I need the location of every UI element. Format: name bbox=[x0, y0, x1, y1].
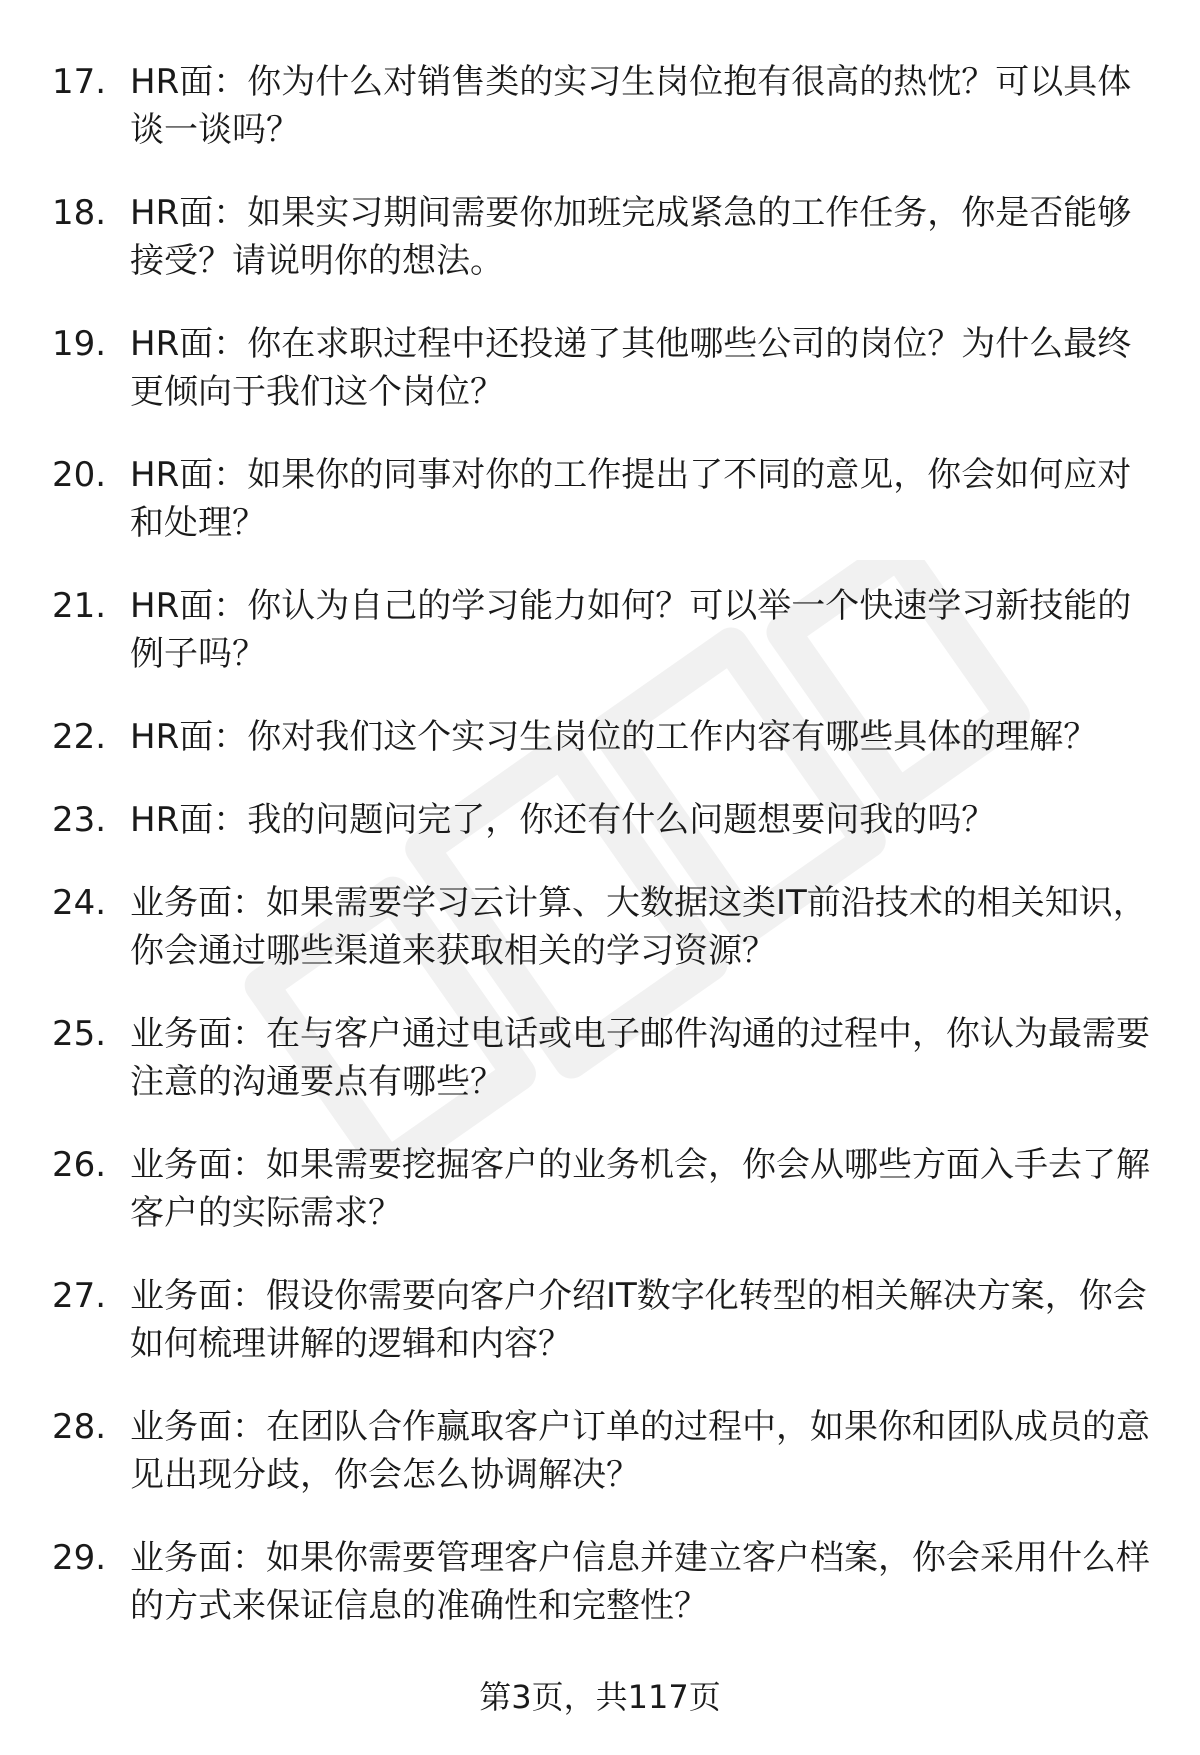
question-text: HR面：你对我们这个实习生岗位的工作内容有哪些具体的理解？ bbox=[130, 717, 1098, 757]
question-item-19 bbox=[52, 320, 1152, 416]
question-item-26 bbox=[52, 1141, 1152, 1237]
page-number-label: 第3页，共117页 bbox=[479, 1678, 721, 1716]
question-number: 20. bbox=[52, 455, 107, 495]
question-item-22 bbox=[52, 713, 1152, 761]
question-number: 28. bbox=[52, 1407, 107, 1447]
question-text: HR面：如果你的同事对你的工作提出了不同的意见，你会如何应对和处理？ bbox=[130, 455, 1132, 543]
question-item-27 bbox=[52, 1272, 1152, 1368]
question-item-28 bbox=[52, 1403, 1152, 1499]
question-item-25 bbox=[52, 1010, 1152, 1106]
question-text: HR面：如果实习期间需要你加班完成紧急的工作任务，你是否能够接受？请说明你的想法。 bbox=[130, 193, 1132, 281]
question-item-17 bbox=[52, 58, 1152, 154]
question-number: 25. bbox=[52, 1014, 107, 1054]
question-text: 业务面：如果需要挖掘客户的业务机会，你会从哪些方面入手去了解客户的实际需求？ bbox=[130, 1145, 1150, 1233]
question-item-24 bbox=[52, 879, 1152, 975]
question-item-21 bbox=[52, 582, 1152, 678]
question-number: 27. bbox=[52, 1276, 107, 1316]
question-number: 21. bbox=[52, 586, 107, 626]
question-text: HR面：你认为自己的学习能力如何？可以举一个快速学习新技能的例子吗？ bbox=[130, 586, 1132, 674]
question-text: HR面：你为什么对销售类的实习生岗位抱有很高的热忱？可以具体谈一谈吗？ bbox=[130, 62, 1132, 150]
question-text: 业务面：假设你需要向客户介绍IT数字化转型的相关解决方案，你会如何梳理讲解的逻辑和内容？ bbox=[130, 1276, 1147, 1364]
question-text: 业务面：如果你需要管理客户信息并建立客户档案，你会采用什么样的方式来保证信息的准确性和完整性？ bbox=[130, 1538, 1150, 1626]
question-list bbox=[52, 58, 1152, 1665]
question-number: 24. bbox=[52, 883, 107, 923]
question-item-18 bbox=[52, 189, 1152, 285]
question-text: HR面：我的问题问完了，你还有什么问题想要问我的吗？ bbox=[130, 800, 996, 840]
question-number: 23. bbox=[52, 800, 107, 840]
question-item-29 bbox=[52, 1534, 1152, 1630]
question-number: 19. bbox=[52, 324, 107, 364]
question-number: 26. bbox=[52, 1145, 107, 1185]
question-item-23 bbox=[52, 796, 1152, 844]
question-item-20 bbox=[52, 451, 1152, 547]
question-text: HR面：你在求职过程中还投递了其他哪些公司的岗位？为什么最终更倾向于我们这个岗位？ bbox=[130, 324, 1132, 412]
question-text: 业务面：如果需要学习云计算、大数据这类IT前沿技术的相关知识，你会通过哪些渠道来获取相关的学习资源？ bbox=[130, 883, 1147, 971]
question-text: 业务面：在与客户通过电话或电子邮件沟通的过程中，你认为最需要注意的沟通要点有哪些？ bbox=[130, 1014, 1150, 1102]
question-number: 17. bbox=[52, 62, 107, 102]
question-number: 29. bbox=[52, 1538, 107, 1578]
page-footer bbox=[0, 1675, 1200, 1719]
question-number: 22. bbox=[52, 717, 107, 757]
question-number: 18. bbox=[52, 193, 107, 233]
question-text: 业务面：在团队合作赢取客户订单的过程中，如果你和团队成员的意见出现分歧，你会怎么协调解决？ bbox=[130, 1407, 1150, 1495]
